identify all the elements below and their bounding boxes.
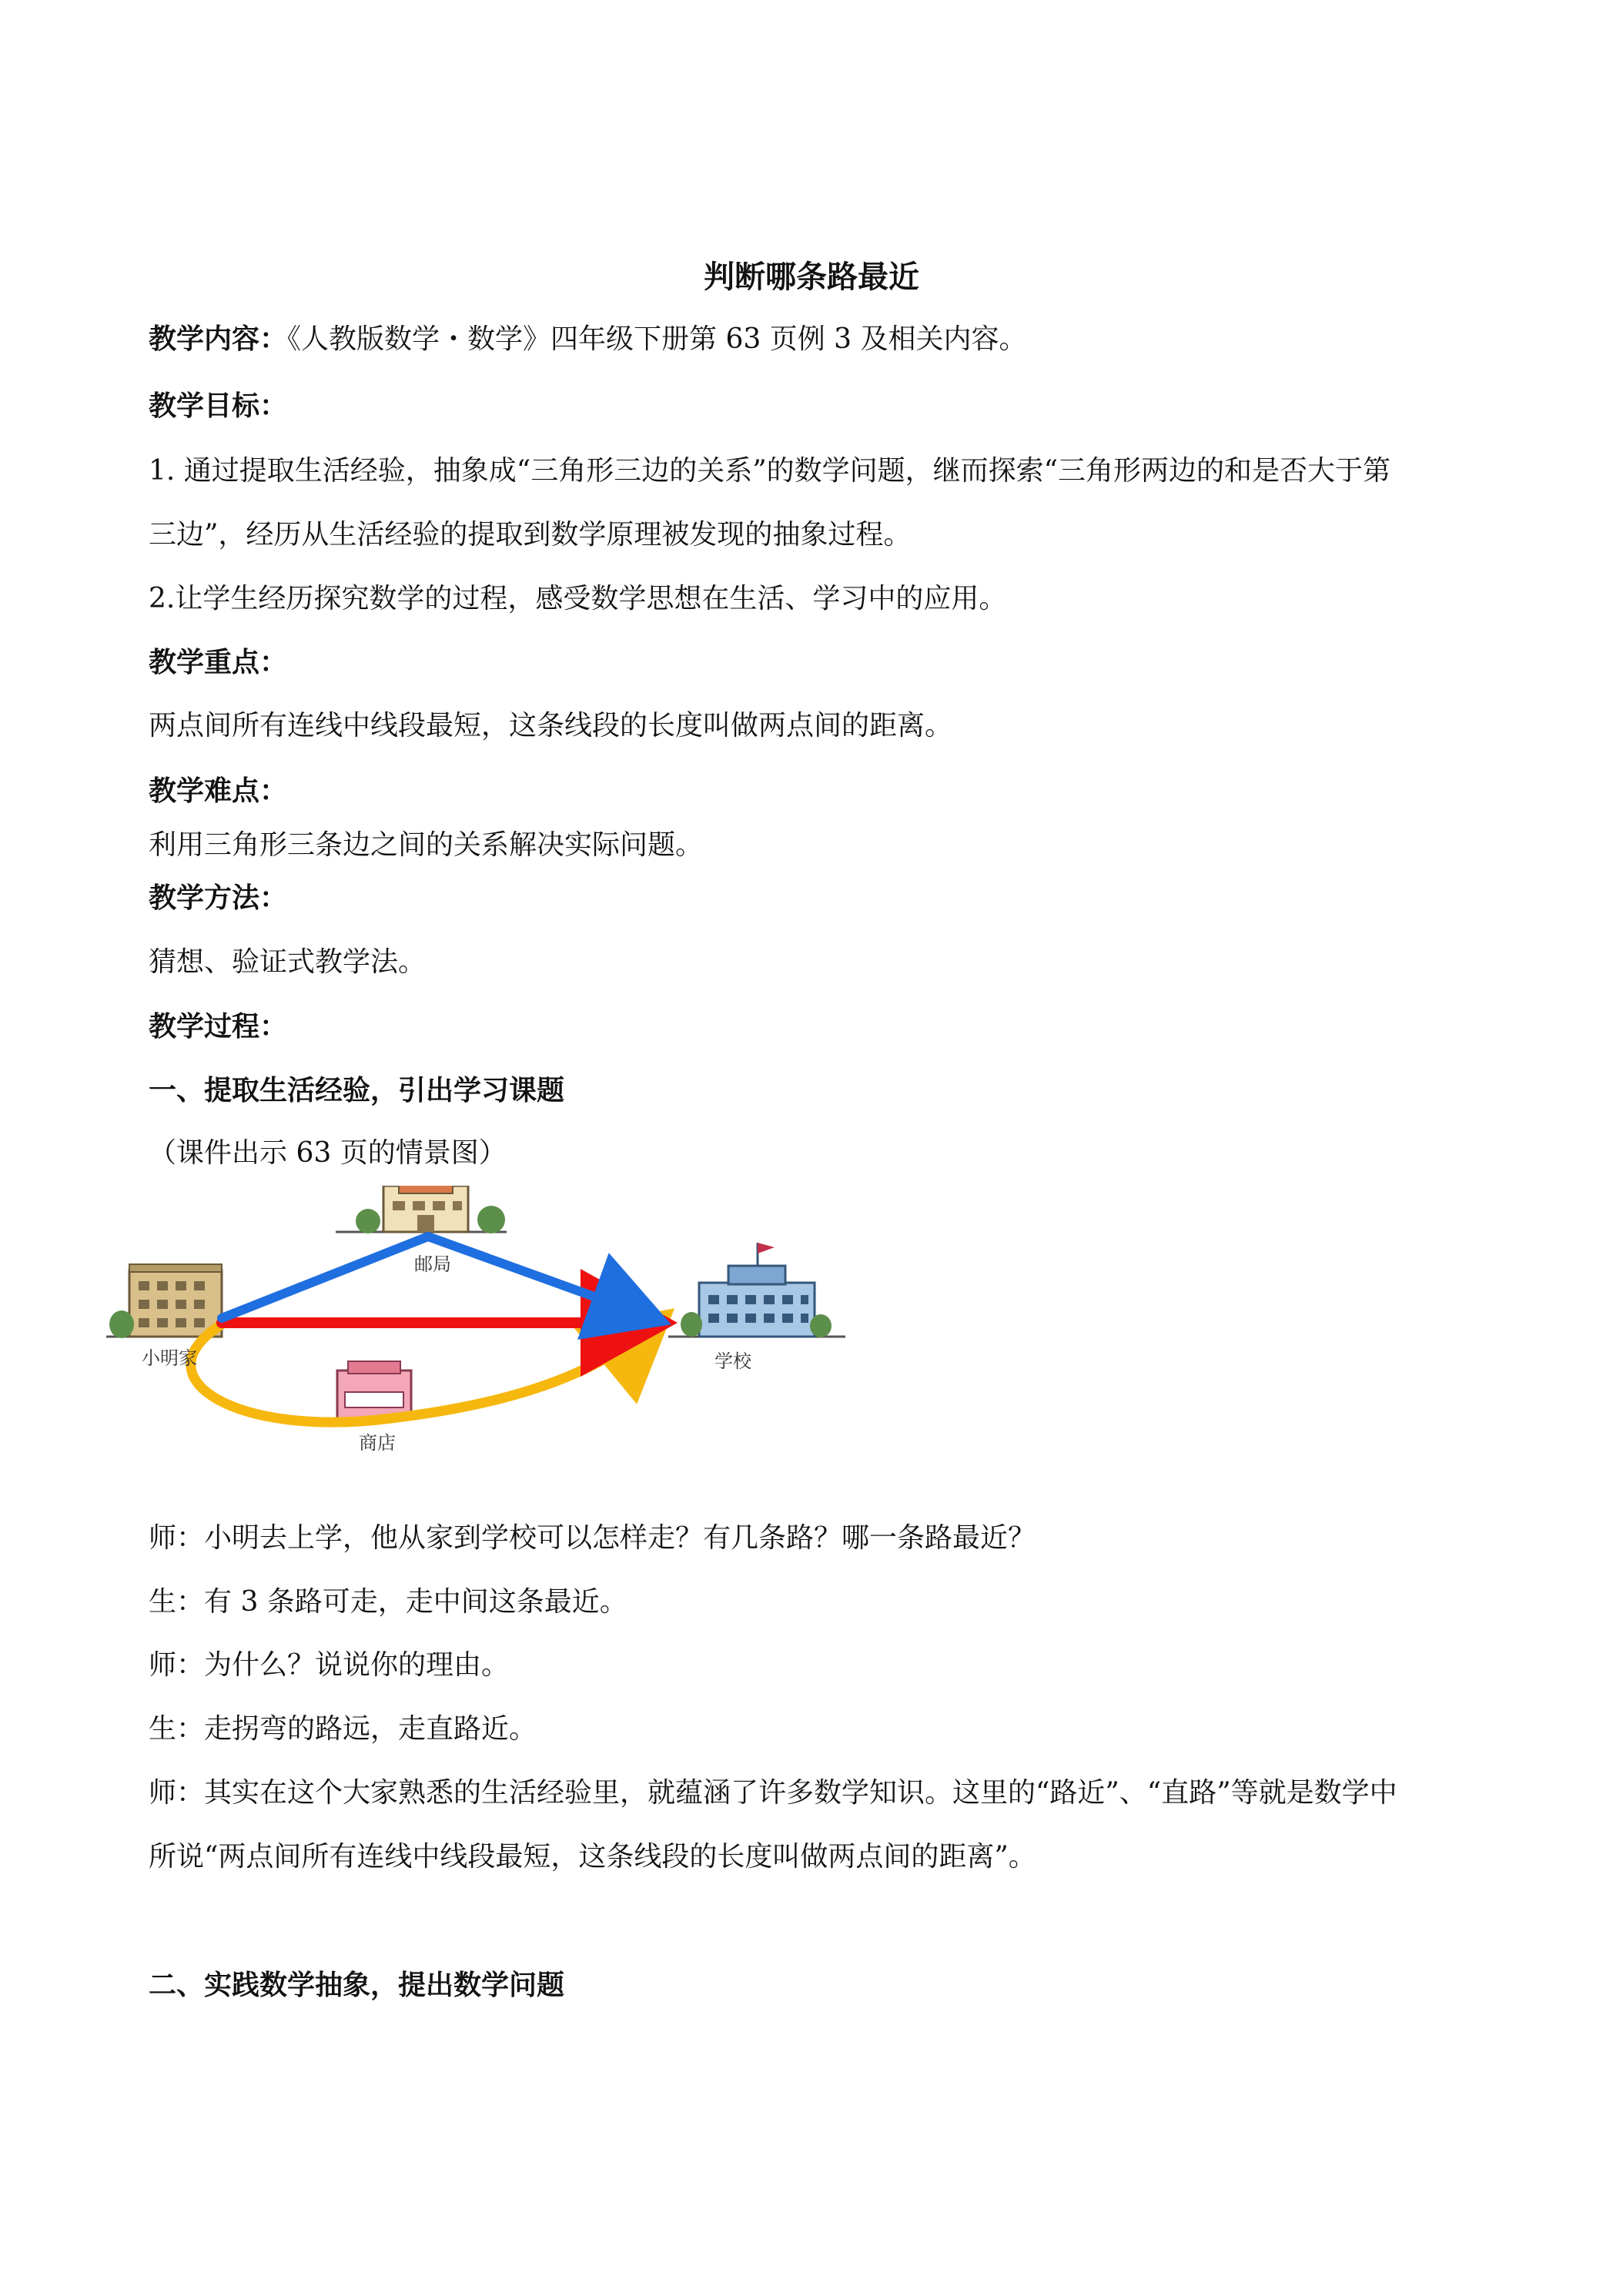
goal-2: 2.让学生经历探究数学的过程，感受数学思想在生活、学习中的应用。 xyxy=(149,583,1007,614)
goal-1-line-1: 1. 通过提取生活经验，抽象成“三角形三边的关系”的数学问题，继而探索“三角形两边的和是否大于第 xyxy=(149,455,1391,487)
dialogue-line-5a: 师：其实在这个大家熟悉的生活经验里，就蕴涵了许多数学知识。这里的“路近”、“直路”等就是数学中 xyxy=(149,1777,1397,1809)
home-label: 小明家 xyxy=(142,1347,197,1369)
dialogue-line-4: 生：走拐弯的路远，走直路近。 xyxy=(149,1713,537,1745)
school-building-icon xyxy=(681,1243,832,1337)
method-text: 猜想、验证式教学法。 xyxy=(149,946,427,978)
process-heading: 教学过程： xyxy=(149,1010,288,1043)
route-map xyxy=(106,1186,845,1463)
home-building-icon xyxy=(109,1264,222,1338)
shop-label: 商店 xyxy=(359,1432,396,1454)
route-via-post-office xyxy=(222,1237,645,1318)
post-office-building-icon xyxy=(356,1186,505,1233)
section-1-note: （课件出示 63 页的情景图） xyxy=(149,1137,507,1169)
key-point-heading: 教学重点： xyxy=(149,646,288,678)
post-office-label: 邮局 xyxy=(414,1253,451,1275)
route-via-shop xyxy=(191,1324,651,1422)
method-heading: 教学方法： xyxy=(149,882,288,914)
teaching-content xyxy=(149,320,1027,358)
section-2-heading: 二、实践数学抽象，提出数学问题 xyxy=(149,1969,565,2001)
teaching-goals-heading: 教学目标： xyxy=(149,390,288,422)
goal-1-line-2: 三边”，经历从生活经验的提取到数学原理被发现的抽象过程。 xyxy=(149,519,912,551)
shop-building-icon xyxy=(337,1361,414,1418)
section-1-heading: 一、提取生活经验，引出学习课题 xyxy=(149,1074,565,1106)
key-point-text: 两点间所有连线中线段最短，这条线段的长度叫做两点间的距离。 xyxy=(149,710,953,741)
page-title: 判断哪条路最近 xyxy=(704,259,919,295)
teaching-content-label: 教学内容： xyxy=(149,323,288,355)
dialogue-line-5b: 所说“两点间所有连线中线段最短，这条线段的长度叫做两点间的距离”。 xyxy=(149,1841,1036,1873)
dialogue-line-2: 生：有 3 条路可走，走中间这条最近。 xyxy=(149,1586,627,1618)
school-label: 学校 xyxy=(714,1350,751,1372)
difficulty-text: 利用三角形三条边之间的关系解决实际问题。 xyxy=(149,829,704,861)
dialogue-line-3: 师：为什么？说说你的理由。 xyxy=(149,1649,510,1681)
difficulty-heading: 教学难点： xyxy=(149,775,288,807)
route-illustration xyxy=(106,1186,845,1463)
teaching-content-text: 《人教版数学・数学》四年级下册第 63 页例 3 及相关内容。 xyxy=(287,323,1027,355)
dialogue-line-1: 师：小明去上学，他从家到学校可以怎样走？有几条路？哪一条路最近？ xyxy=(149,1522,1036,1554)
